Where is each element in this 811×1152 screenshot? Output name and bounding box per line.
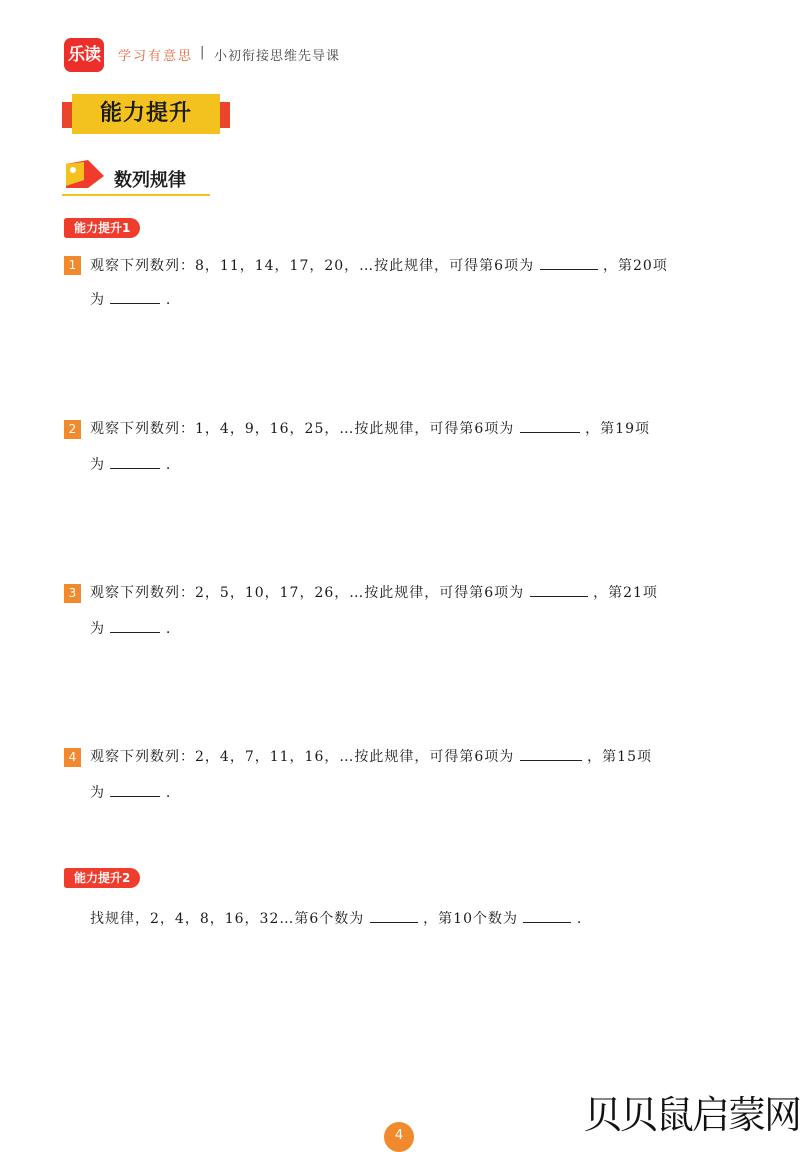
header-slogan: 学习有意思 (118, 49, 194, 64)
question-1-text: 观察下列数列：8，11，14，17，20，…按此规律，可得第6项为 (90, 258, 535, 274)
subsection-badge-2: 能力提升2 (64, 868, 140, 888)
watermark-text: 贝贝鼠启蒙网 (584, 1093, 801, 1137)
question-5-text-mid: ，第10个数为 (423, 911, 518, 927)
question-2-line-1 (90, 418, 650, 438)
question-5-text-end: . (576, 911, 583, 927)
question-2-text-tail: 为 (90, 457, 105, 473)
question-3-text-tail: 为 (90, 621, 105, 637)
question-3-text-mid: ，第21项 (593, 585, 658, 601)
section-title: 能力提升 (72, 94, 220, 134)
answer-blank[interactable] (110, 289, 160, 304)
question-1-line-1 (90, 255, 668, 275)
answer-blank[interactable] (520, 746, 582, 761)
topic-title: 数列规律 (114, 170, 186, 191)
answer-blank[interactable] (110, 782, 160, 797)
question-1-text-mid: ，第20项 (602, 258, 668, 274)
subsection-badge-1: 能力提升1 (64, 218, 140, 238)
question-3-text: 观察下列数列：2，5，10，17，26，…按此规律，可得第6项为 (90, 585, 525, 601)
question-3-text-end: . (165, 621, 172, 637)
header-separator: | (200, 45, 205, 60)
question-4-text: 观察下列数列：2，4，7，11，16，…按此规律，可得第6项为 (90, 749, 515, 765)
answer-blank[interactable] (530, 582, 588, 597)
question-1-line-2 (90, 289, 171, 309)
question-1-text-tail: 为 (90, 292, 105, 308)
section-banner (62, 94, 230, 136)
question-5-text: 找规律，2，4，8，16，32…第6个数为 (90, 911, 365, 927)
question-4-line-1 (90, 746, 652, 766)
answer-blank[interactable] (520, 418, 580, 433)
question-number-badge: 1 (64, 256, 81, 275)
question-2-line-2 (90, 454, 171, 474)
question-3-line-2 (90, 618, 171, 638)
answer-blank[interactable] (110, 618, 160, 633)
question-2-text-mid: ，第19项 (585, 421, 650, 437)
question-2-text: 观察下列数列：1，4，9，16，25，…按此规律，可得第6项为 (90, 421, 515, 437)
question-number-badge: 3 (64, 584, 81, 603)
question-number-badge: 4 (64, 748, 81, 767)
question-5-line (90, 908, 582, 928)
tag-icon (62, 158, 106, 194)
page-number: 4 (384, 1122, 414, 1152)
topic-underline (62, 194, 210, 196)
question-4-text-end: . (165, 785, 172, 801)
question-4-line-2 (90, 782, 171, 802)
header-course-title: 小初衔接思维先导课 (214, 49, 341, 64)
question-1-text-end: . (165, 292, 172, 308)
question-4-text-mid: ，第15项 (587, 749, 652, 765)
question-3-line-1 (90, 582, 658, 602)
question-2-text-end: . (165, 457, 172, 473)
answer-blank[interactable] (110, 454, 160, 469)
brand-logo: 乐读 (64, 38, 104, 72)
answer-blank[interactable] (540, 255, 598, 270)
answer-blank[interactable] (370, 908, 418, 923)
question-number-badge: 2 (64, 420, 81, 439)
question-4-text-tail: 为 (90, 785, 105, 801)
answer-blank[interactable] (523, 908, 571, 923)
